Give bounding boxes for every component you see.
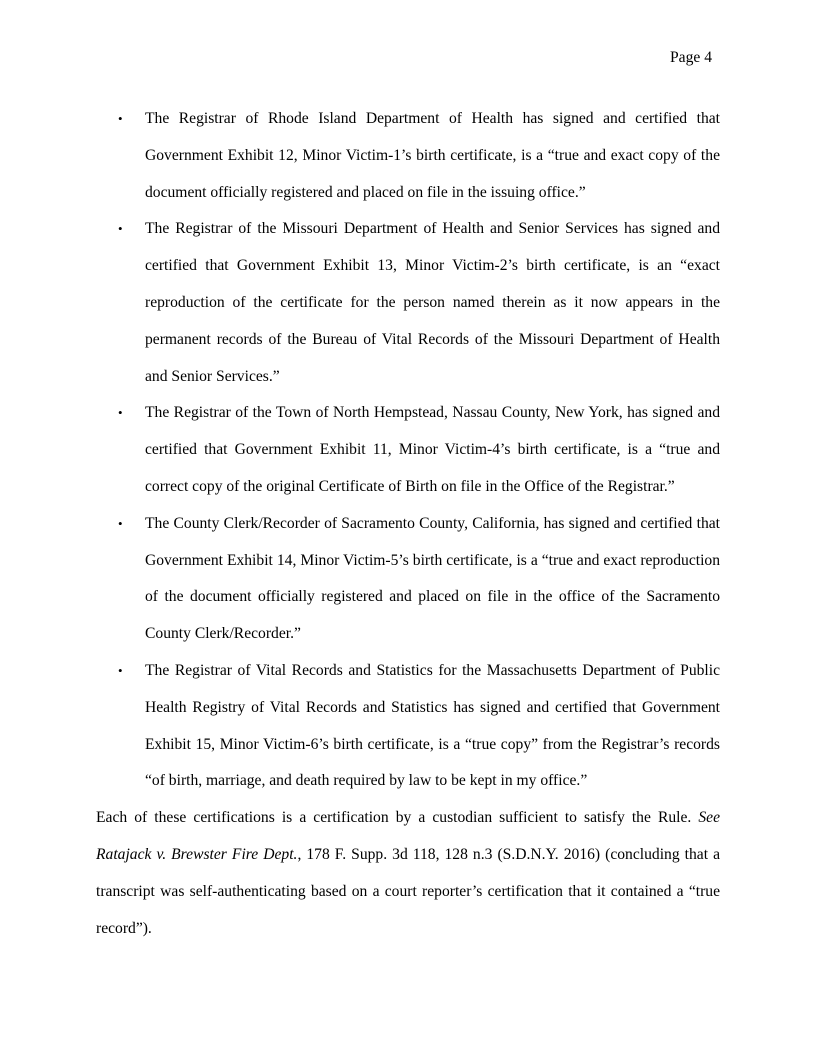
- certification-list: [96, 101, 720, 800]
- certification-text: The Registrar of the Missouri Department of Health and Senior Services has signed and certified that Government Exhibit 13, Minor Victim-2’s birth certificate, is an “exact reproduction of the certificate for the person named therein as it now appears in the permanent records of the Bureau of Vital Records of the Missouri Department of Health and Senior Services.”: [145, 220, 720, 385]
- bullet-icon: •: [118, 515, 123, 531]
- certification-text: The Registrar of Vital Records and Statistics for the Massachusetts Department of Public Health Registry of Vital Records and Statistics has signed and certified that Government Exhibit 15, Minor Victim-6’s birth certificate, is a “true copy” from the Registrar’s records “of birth, marriage, and death required by law to be kept in my office.”: [145, 661, 720, 790]
- page-number: Page 4: [669, 49, 712, 66]
- case-name: Ratajack v. Brewster Fire Dept.: [96, 845, 298, 863]
- closing-paragraph: [96, 800, 720, 947]
- certification-item-rhode-island: [96, 101, 720, 211]
- citation-signal: See: [698, 809, 720, 827]
- document-body: [96, 101, 720, 947]
- certification-item-sacramento: [96, 506, 720, 653]
- certification-text: The Registrar of the Town of North Hempstead, Nassau County, New York, has signed and certified that Government Exhibit 11, Minor Victim-4’s birth certificate, is a “true and correct copy of the original Certificate of Birth on file in the Office of the Registrar.”: [145, 404, 720, 495]
- certification-item-missouri: [96, 211, 720, 395]
- bullet-icon: •: [118, 221, 123, 237]
- certification-text: The County Clerk/Recorder of Sacramento County, California, has signed and certified that Government Exhibit 14, Minor Victim-5’s birth certificate, is a “true and exact reproduction of the document officially registered and placed on file in the office of the Sacramento County Clerk/Recorder.”: [145, 514, 720, 643]
- certification-item-north-hempstead: [96, 395, 720, 505]
- certification-item-massachusetts: [96, 653, 720, 800]
- bullet-icon: •: [118, 405, 123, 421]
- certification-text: The Registrar of Rhode Island Department of Health has signed and certified that Government Exhibit 12, Minor Victim-1’s birth certificate, is a “true and exact copy of the document officially registered and placed on file in the issuing office.”: [145, 110, 720, 201]
- bullet-icon: •: [118, 662, 123, 678]
- bullet-icon: •: [118, 111, 123, 126]
- citation-text: , 178 F. Supp. 3d 118, 128 n.3 (S.D.N.Y. 2016) (concluding that a transcript was self-authenticating based on a court reporter’s certification that it contained a “true record”).: [96, 845, 720, 937]
- closing-lead-text: Each of these certifications is a certification by a custodian sufficient to satisfy the Rule.: [96, 809, 699, 827]
